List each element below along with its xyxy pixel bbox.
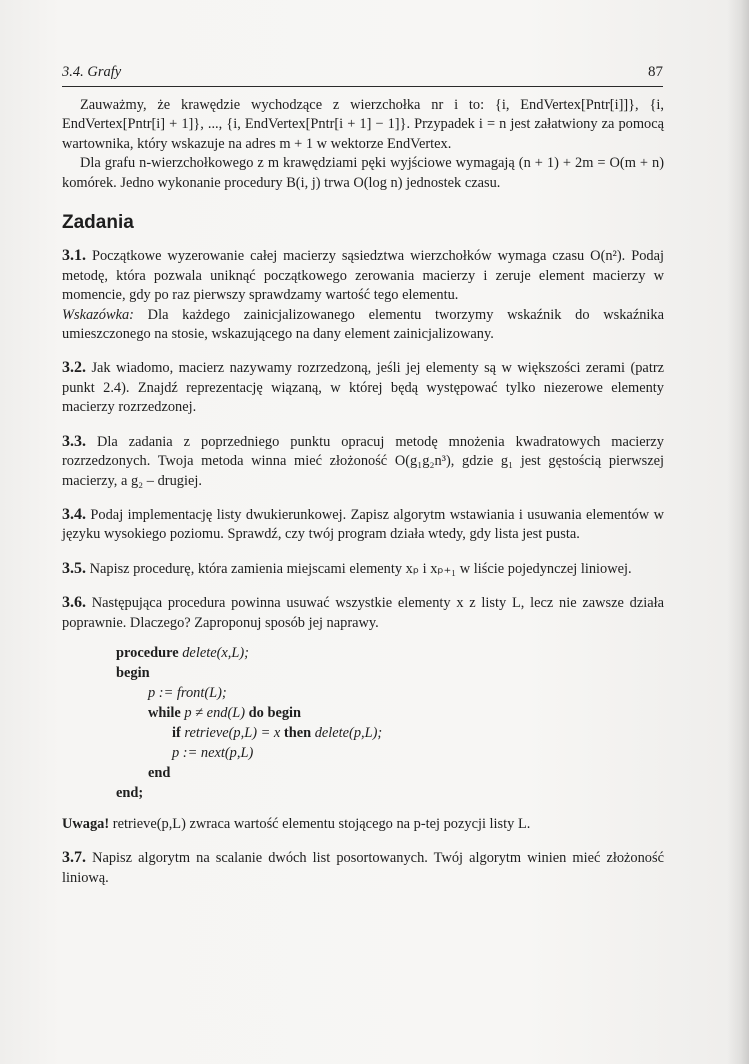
page-edge-shadow bbox=[727, 0, 749, 1064]
code-line-1 bbox=[116, 643, 664, 663]
code-keyword: end; bbox=[116, 784, 144, 801]
exercise-text: Dla zadania z poprzedniego punktu opracuj metodę mnożenia kwadratowych macierzy rozrzedzonych. Twoja metoda winna mieć złożoność O(g₁g₂n³), gdzie g₁ jest gęstością pierwszej macierzy, a g₂ – drugiej. bbox=[62, 433, 664, 489]
exercise-3-4 bbox=[62, 505, 664, 545]
note-label: Uwaga! bbox=[62, 815, 110, 832]
code-line-4 bbox=[116, 703, 664, 723]
exercise-number: 3.6. bbox=[62, 594, 86, 612]
code-keyword: begin bbox=[116, 664, 150, 681]
exercise-3-2 bbox=[62, 358, 664, 417]
code-text: p := next(p,L) bbox=[172, 744, 254, 761]
pseudocode-block bbox=[116, 643, 664, 803]
code-keyword: then bbox=[283, 724, 312, 741]
exercise-text: Napisz algorytm na scalanie dwóch list posortowanych. Twój algorytm winien mieć złożoność liniową. bbox=[62, 850, 664, 886]
running-header bbox=[62, 64, 663, 87]
exercise-3-5 bbox=[62, 559, 664, 579]
code-line-6 bbox=[116, 743, 664, 763]
code-keyword: while bbox=[148, 704, 181, 721]
code-text: p ≠ end(L) bbox=[184, 704, 246, 721]
exercise-3-6 bbox=[62, 593, 664, 834]
code-text: delete(p,L); bbox=[314, 724, 383, 741]
hint-label: Wskazówka: bbox=[62, 306, 134, 323]
code-keyword: if bbox=[172, 724, 181, 741]
code-line-8 bbox=[116, 783, 664, 803]
exercise-text: Początkowe wyzerowanie całej macierzy sąsiedztwa wierzchołków wymaga czasu O(n²). Podaj metodę, która pozwala uniknąć początkowego zerowania macierzy i zeruje element macierzy w momencie, gdy po raz pierwszy sprawdzamy wartość tego elementu. bbox=[62, 248, 664, 304]
intro-paragraph-2: Dla grafu n-wierzchołkowego z m krawędziami pęki wyjściowe wymagają (n + 1) + 2m = O(m + n) komórek. Jedno wykonanie procedury B(i, j) trwa O(log n) jednostek czasu. bbox=[62, 155, 664, 191]
intro-paragraph-1: Zauważmy, że krawędzie wychodzące z wierzchołka nr i to: {i, EndVertex[Pntr[i]]}, {i, EndVertex[Pntr[i] + 1]}, ..., {i, EndVertex[Pntr[i + 1] − 1]}. Przypadek i = n jest załatwiony za pomocą wartownika, który wskazuje na adres m + 1 w wektorze EndVertex. bbox=[62, 97, 664, 152]
exercise-text: Jak wiadomo, macierz nazywamy rozrzedzoną, jeśli jej elementy są w większości zerami (patrz punkt 2.4). Znajdź reprezentację wiązaną, w której będą występować tylko niezerowe elementy macierzy rozrzedzonej. bbox=[62, 360, 664, 416]
code-keyword: do begin bbox=[248, 704, 302, 721]
exercise-3-3 bbox=[62, 432, 664, 491]
exercise-number: 3.5. bbox=[62, 559, 86, 577]
page-body bbox=[62, 96, 664, 888]
exercise-number: 3.2. bbox=[62, 359, 86, 377]
header-section-title: 3.4. Grafy bbox=[62, 64, 122, 80]
exercise-number: 3.7. bbox=[62, 849, 86, 867]
exercise-text: Następująca procedura powinna usuwać wszystkie elementy x z listy L, lecz nie zawsze działa poprawnie. Dlaczego? Zaproponuj sposób jej naprawy. bbox=[62, 595, 664, 631]
hint-text: Dla każdego zainicjalizowanego elementu tworzymy wskaźnik do wskaźnika umieszczonego na stosie, wskazującego na dany element zainicjalizowany. bbox=[62, 306, 664, 343]
exercise-number: 3.4. bbox=[62, 505, 86, 523]
exercise-number: 3.3. bbox=[62, 432, 86, 450]
note bbox=[62, 815, 664, 834]
section-heading: Zadania bbox=[62, 212, 134, 234]
code-line-7 bbox=[116, 763, 664, 783]
exercise-text: Napisz procedurę, która zamienia miejscami elementy xₚ i xₚ₊₁ w liście pojedynczej liniowej. bbox=[89, 560, 632, 577]
hint bbox=[62, 306, 664, 345]
code-line-3 bbox=[116, 683, 664, 703]
exercise-3-1 bbox=[62, 246, 664, 344]
note-text: retrieve(p,L) zwraca wartość elementu stojącego na p-tej pozycji listy L. bbox=[112, 815, 531, 832]
code-keyword: end bbox=[148, 764, 171, 781]
code-text: retrieve(p,L) = x bbox=[184, 724, 281, 741]
code-line-5 bbox=[116, 723, 664, 743]
code-line-2 bbox=[116, 663, 664, 683]
exercise-number: 3.1. bbox=[62, 247, 86, 265]
code-text: p := front(L); bbox=[148, 684, 227, 701]
exercise-3-7 bbox=[62, 848, 664, 888]
code-keyword: procedure bbox=[116, 644, 179, 661]
code-text: delete(x,L); bbox=[182, 644, 249, 661]
page-number: 87 bbox=[648, 64, 663, 80]
exercise-text: Podaj implementację listy dwukierunkowej. Zapisz algorytm wstawiania i usuwania elementów w języku wysokiego poziomu. Sprawdź, czy twój program działa wtedy, gdy lista jest pusta. bbox=[62, 506, 664, 543]
